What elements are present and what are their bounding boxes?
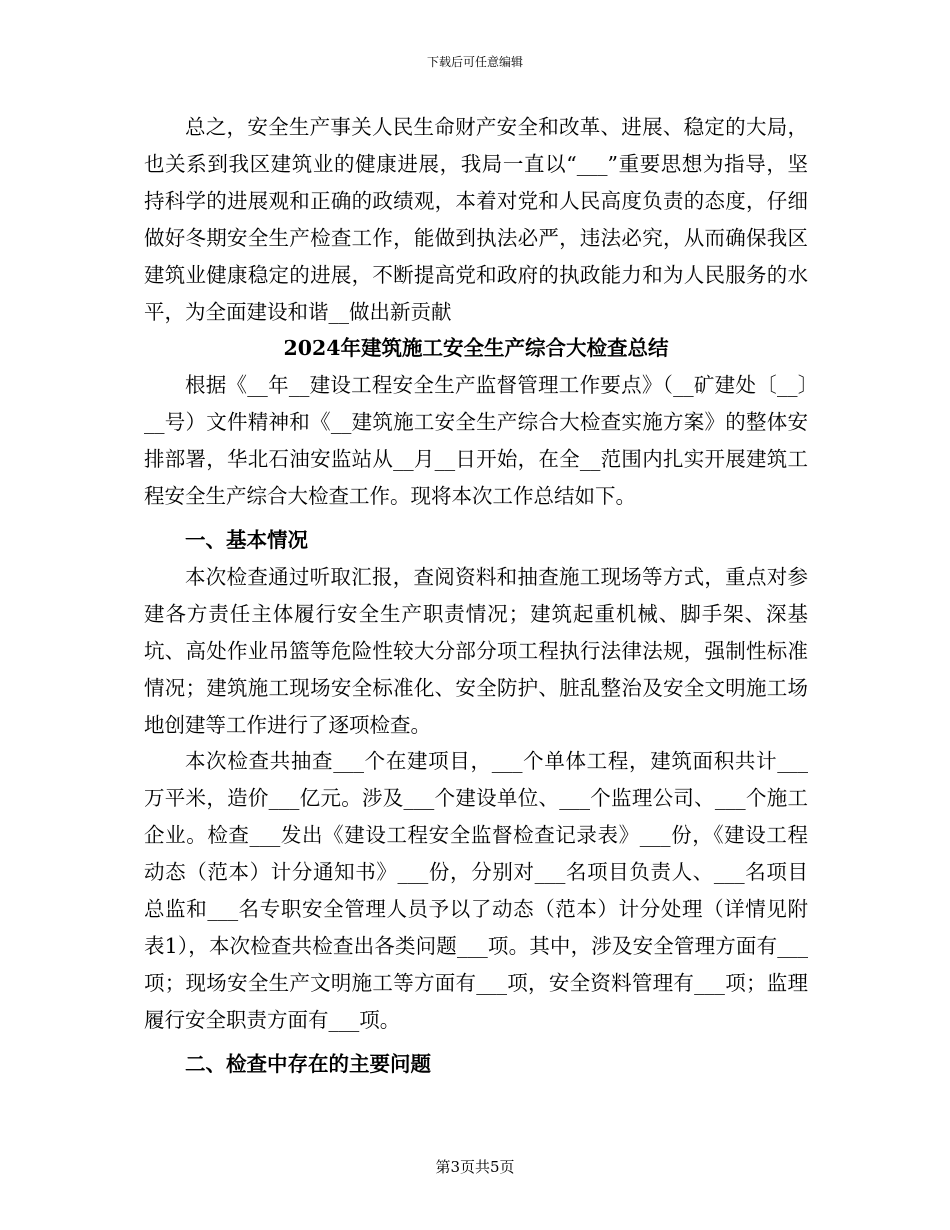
document-body bbox=[144, 109, 808, 1083]
page-number: 第3页共5页 bbox=[435, 1158, 515, 1176]
section-heading-main-problems: 二、检查中存在的主要问题 bbox=[185, 1051, 431, 1076]
document-title: 2024年建筑施工安全生产综合大检查总结 bbox=[283, 336, 669, 361]
intro-paragraph: 根据《__年__建设工程安全生产监督管理工作要点》（__矿建处〔__〕__号）文件精神和《__建筑施工安全生产综合大检查实施方案》的整体安排部署，华北石油安监站从__月__日开始，在全__范围内扎实开展建筑工程安全生产综合大检查工作。现将本次工作总结如下。 bbox=[144, 373, 808, 509]
spacer bbox=[144, 515, 808, 522]
page-header: 下载后可任意编辑 bbox=[426, 55, 523, 69]
spacer bbox=[144, 1039, 808, 1046]
basic-situation-paragraph-1: 本次检查通过听取汇报，查阅资料和抽查施工现场等方式，重点对参建各方责任主体履行安全生产职责情况；建筑起重机械、脚手架、深基坑、高处作业吊篮等危险性较大分部分项工程执行法律法规，强制性标准情况；建筑施工现场安全标准化、安全防护、脏乱整治及安全文明施工场地创建等工作进行了逐项检查。 bbox=[144, 564, 808, 737]
conclusion-paragraph: 总之，安全生产事关人民生命财产安全和改革、进展、稳定的大局，也关系到我区建筑业的健康进展，我局一直以“___”重要思想为指导，坚持科学的进展观和正确的政绩观，本着对党和人民高度负责的态度，仔细做好冬期安全生产检查工作，能做到执法必严，违法必究，从而确保我区建筑业健康稳定的进展，不断提高党和政府的执政能力和为人民服务的水平，为全面建设和谐__做出新贡献 bbox=[144, 115, 808, 324]
section-heading-basic-situation: 一、基本情况 bbox=[185, 527, 308, 552]
basic-situation-paragraph-2: 本次检查共抽查___个在建项目，___个单体工程，建筑面积共计___万平米，造价___亿元。涉及___个建设单位、___个监理公司、___个施工企业。检查___发出《建设工程安全监督检查记录表》___份，《建设工程动态（范本）计分通知书》___份，分别对___名项目负责人、___名项目总监和___名专职安全管理人员予以了动态（范本）计分处理（详情见附表1），本次检查共检查出各类问题___项。其中，涉及安全管理方面有___项；现场安全生产文明施工等方面有___项，安全资料管理有___项；监理履行安全职责方面有___项。 bbox=[144, 749, 808, 1032]
